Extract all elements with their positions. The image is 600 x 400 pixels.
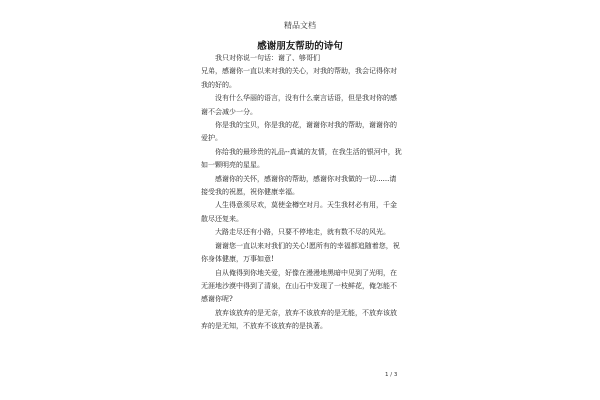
paragraph: 自从俺得到你地关爱，好像在漫漫地黑暗中见到了光明，在无涯地沙漠中得到了清泉，在山石中发现了一枝鲜花，俺怎能不感谢你呢? [201,268,397,304]
paragraph: 大路走尽还有小路，只要不停地走，就有数不尽的风光。 [215,228,390,237]
paragraph: 兄弟，感谢你一直以来对我的关心，对我的帮助，我会记得你对我的好的。 [201,67,397,89]
paragraph: 你是我的宝贝，你是我的花，谢谢你对我的帮助，谢谢你的爱护。 [201,121,397,143]
paragraph: 我只对你说一句话：谢了、够哥们 [215,54,320,62]
document-body [201,52,403,334]
paragraph: 谢谢您一直以来对我们的关心!愿所有的幸福都追随着您，祝你身体健康，万事如意! [201,241,400,264]
paragraph: 感谢你的关怀，感谢你的帮助，感谢你对我做的一切......请接受我的祝愿，祝你健康幸福。 [201,174,397,197]
paragraph: 没有什么华丽的语言，没有什么豪言话语，但是我对你的感谢不会减少一分。 [201,94,397,116]
paragraph: 人生得意须尽欢，莫使金樽空对月。天生我材必有用，千金散尽还复来。 [201,201,397,223]
page-title: 感谢朋友帮助的诗句 [257,41,343,52]
paragraph: 放弃该放弃的是无奈，放弃不该放弃的是无能，不放弃该放弃的是无知，不放弃不该放弃的是执著。 [201,308,397,331]
paragraph: 你给我的最珍贵的礼品--真诚的友情，在我生活的银河中，犹如一颗明亮的星星。 [201,147,402,170]
page-number: 1 / 3 [385,372,398,378]
document-header: 精品文档 [284,21,316,30]
